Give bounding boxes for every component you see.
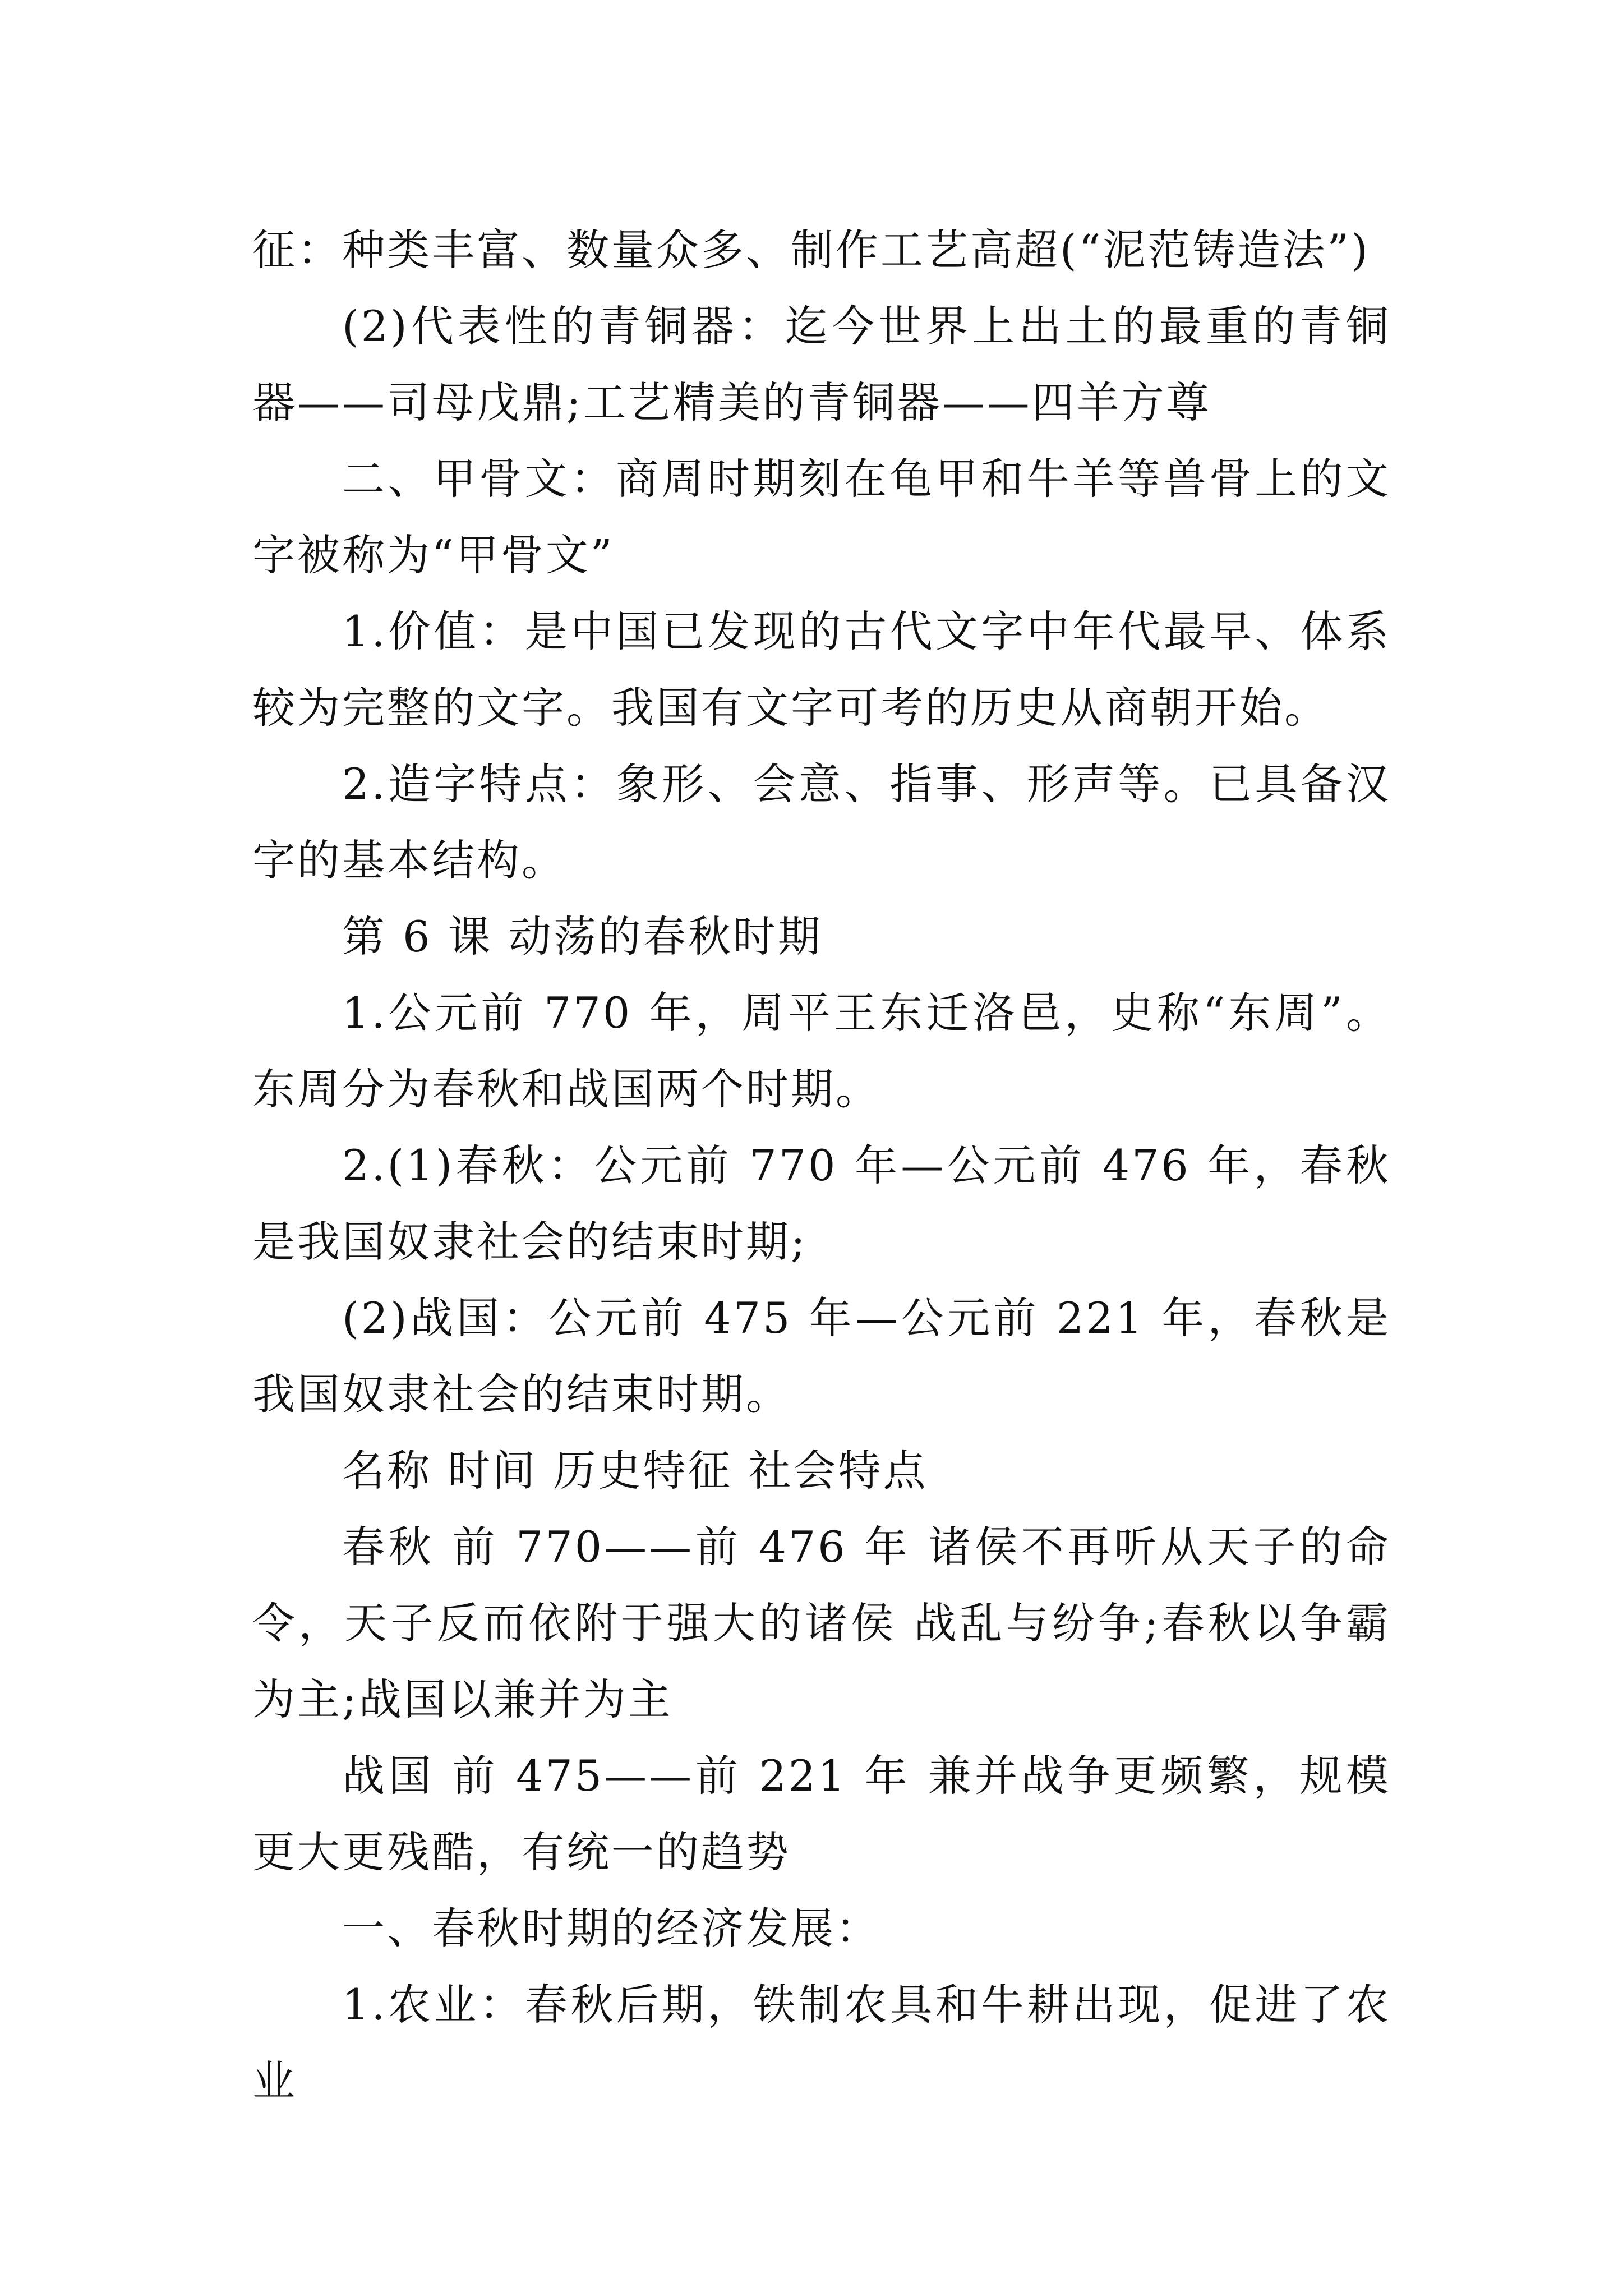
paragraph-bronze-features: 征：种类丰富、数量众多、制作工艺高超(“泥范铸造法”) — [252, 225, 1371, 275]
paragraph-eastern-zhou: 1.公元前 770 年，周平王东迁洛邑，史称“东周”。东周分为春秋和战国两个时期。 — [252, 988, 1391, 1114]
document-body — [252, 212, 1391, 2119]
paragraph-warring-states: (2)战国：公元前 475 年—公元前 221 年，春秋是我国奴隶社会的结束时期。 — [252, 1293, 1391, 1419]
paragraph-oracle-value: 1.价值：是中国已发现的古代文字中年代最早、体系较为完整的文字。我国有文字可考的历史从商朝开始。 — [252, 606, 1391, 733]
table-row-spring-autumn: 春秋 前 770——前 476 年 诸侯不再听从天子的命令，天子反而依附于强大的诸侯 战乱与纷争;春秋以争霸为主;战国以兼并为主 — [252, 1522, 1391, 1724]
table-header-row: 名称 时间 历史特征 社会特点 — [342, 1446, 928, 1496]
section-heading-economy: 一、春秋时期的经济发展： — [342, 1903, 880, 1953]
paragraph-agriculture: 1.农业：春秋后期，铁制农具和牛耕出现，促进了农业 — [252, 1980, 1391, 2106]
table-row-warring-states: 战国 前 475——前 221 年 兼并战争更频繁，规模更大更残酷，有统一的趋势 — [252, 1751, 1391, 1877]
lesson-heading: 第 6 课 动荡的春秋时期 — [342, 912, 823, 961]
paragraph-oracle-characteristics: 2.造字特点：象形、会意、指事、形声等。已具备汉字的基本结构。 — [252, 759, 1391, 885]
paragraph-representative-bronzes: (2)代表性的青铜器：迄今世界上出土的最重的青铜器——司母戊鼎;工艺精美的青铜器——四羊方尊 — [252, 301, 1391, 427]
paragraph-oracle-bone-script: 二、甲骨文：商周时期刻在龟甲和牛羊等兽骨上的文字被称为“甲骨文” — [252, 454, 1391, 580]
paragraph-spring-autumn: 2.(1)春秋：公元前 770 年—公元前 476 年，春秋是我国奴隶社会的结束时期; — [252, 1140, 1391, 1267]
